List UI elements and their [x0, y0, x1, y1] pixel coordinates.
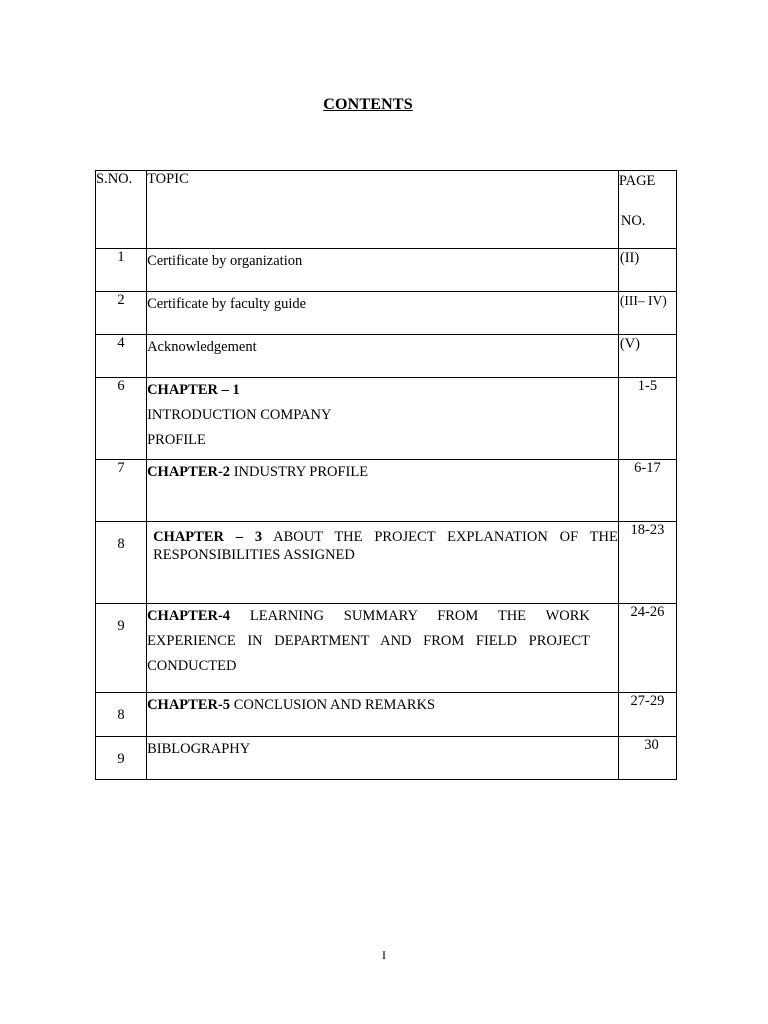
row-topic-line3: PROFILE [147, 432, 206, 448]
row-topic [147, 460, 619, 522]
row-topic: Acknowledgement [147, 335, 619, 378]
row-page: 30 [618, 737, 676, 780]
chapter-label: CHAPTER-4 [147, 608, 231, 624]
row-topic [147, 522, 619, 604]
row-page: 24-26 [618, 604, 676, 693]
row-topic-text: CONCLUSION AND REMARKS [230, 697, 436, 713]
row-sno: 2 [96, 292, 147, 335]
table-row [96, 604, 677, 693]
row-sno: 7 [96, 460, 147, 522]
table-row [96, 737, 677, 780]
row-page: 1-5 [618, 378, 676, 460]
row-page-text: (III– IV) [619, 293, 667, 308]
header-page-line2: NO. [620, 213, 646, 229]
table-row [96, 522, 677, 604]
table-row [96, 378, 677, 460]
row-sno: 8 [96, 522, 147, 604]
row-sno: 1 [96, 249, 147, 292]
row-topic [147, 604, 619, 693]
row-sno: 8 [96, 693, 147, 737]
row-sno: 9 [96, 737, 147, 780]
row-topic: Certificate by organization [147, 249, 619, 292]
row-sno: 6 [96, 378, 147, 460]
chapter-label: CHAPTER-2 [147, 464, 231, 480]
table-row [96, 460, 677, 522]
row-page: 18-23 [618, 522, 676, 604]
row-topic-text: ABOUT THE PROJECT EXPLANATION OF THE RESPONSIBILITIES ASSIGNED [153, 529, 618, 563]
chapter-label: CHAPTER – 1 [147, 382, 240, 398]
row-topic [147, 693, 619, 737]
row-topic-text: LEARNING SUMMARY FROM THE WORK EXPERIENCE IN DEPARTMENT AND FROM FIELD PROJECT CONDUCTED [147, 608, 590, 674]
row-page: (II) [618, 249, 676, 292]
table-row [96, 693, 677, 737]
page-number: I [382, 948, 386, 962]
row-topic [147, 378, 619, 460]
row-sno: 9 [96, 604, 147, 693]
table-row [96, 335, 677, 378]
row-topic-line2: INTRODUCTION COMPANY [147, 407, 332, 423]
row-page: 6-17 [618, 460, 676, 522]
header-page [618, 171, 676, 249]
row-topic-text: INDUSTRY PROFILE [230, 464, 369, 480]
page-title: CONTENTS [323, 96, 413, 113]
row-page [618, 292, 676, 335]
row-topic: Certificate by faculty guide [147, 292, 619, 335]
row-topic: BIBLOGRAPHY [147, 737, 619, 780]
table-row [96, 249, 677, 292]
table-row [96, 292, 677, 335]
table-header-row [96, 171, 677, 249]
row-sno: 4 [96, 335, 147, 378]
chapter-label: CHAPTER – 3 [153, 529, 263, 545]
chapter-label: CHAPTER-5 [147, 697, 231, 713]
row-page: (V) [618, 335, 676, 378]
contents-table [95, 170, 677, 780]
header-sno: S.NO. [96, 171, 147, 249]
header-page-line1: PAGE [618, 173, 656, 189]
row-page: 27-29 [618, 693, 676, 737]
header-topic: TOPIC [147, 171, 619, 249]
